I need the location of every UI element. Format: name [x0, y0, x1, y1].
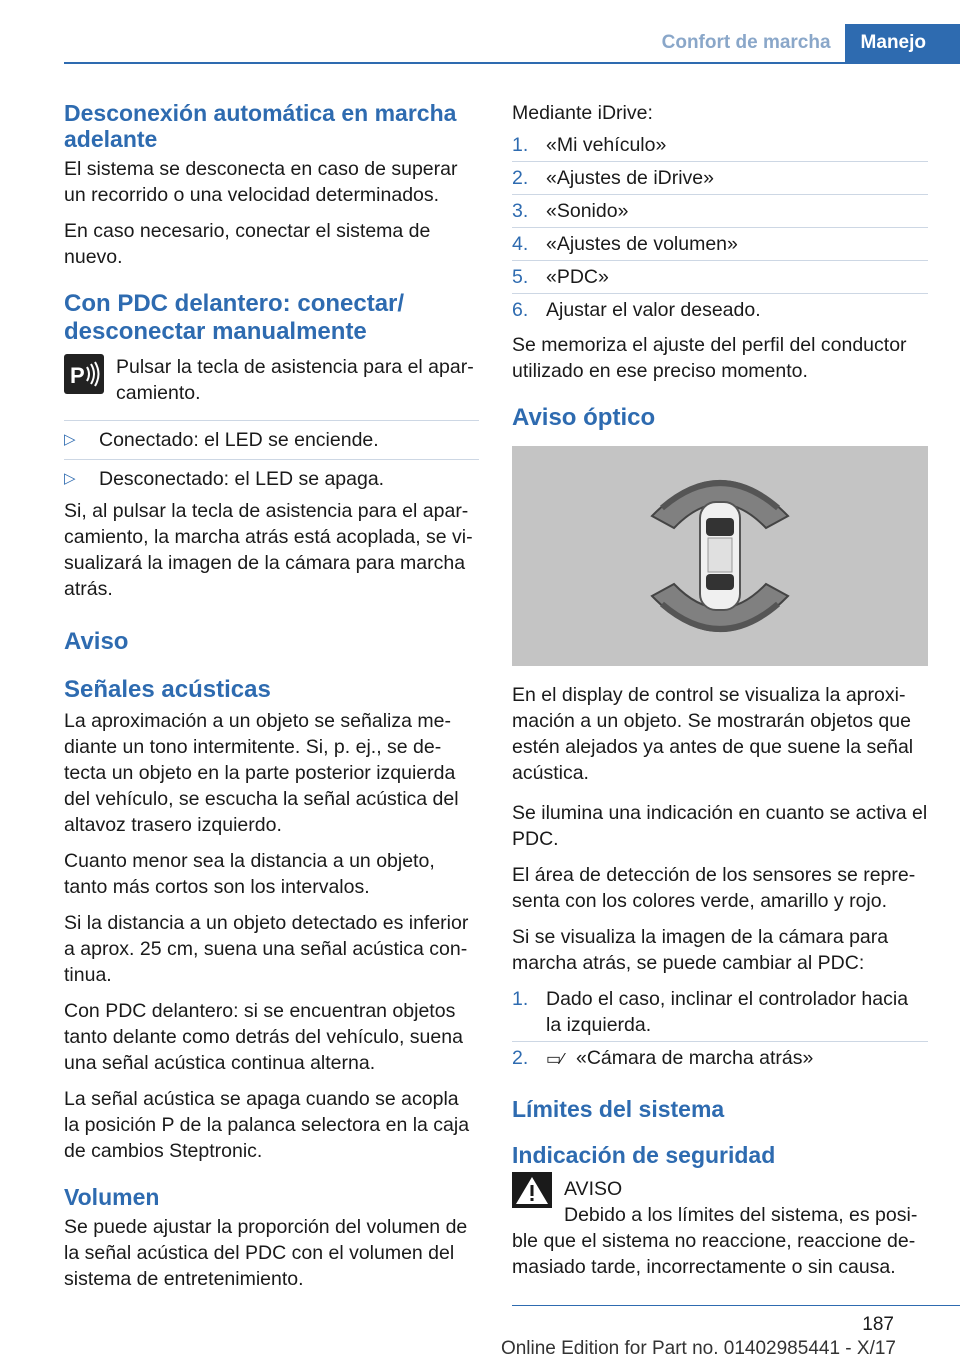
heading-volumen: Volumen — [64, 1184, 160, 1210]
paragraph: Si la distancia a un objeto detectado es inferior a aprox. 25 cm, suena una señal acústica con- tinua. — [64, 912, 469, 986]
status-list — [64, 420, 479, 492]
heading-optico: Aviso óptico — [512, 404, 656, 431]
header-rule — [64, 62, 960, 64]
heading-seguridad: Indicación de seguridad — [512, 1142, 776, 1168]
list-item: 3. «Sonido» — [512, 198, 928, 228]
right-column — [512, 100, 928, 1290]
left-column — [64, 100, 479, 1302]
key-instruction-text: Pulsar la tecla de asistencia para el apar- camiento. — [116, 356, 474, 404]
heading-aviso: Aviso — [64, 628, 129, 655]
heading-manual: Con PDC delantero: conectar/ desconectar manualmente — [64, 290, 405, 345]
edition-footer: Online Edition for Part no. 01402985441 - X/17 — [500, 1338, 896, 1359]
list-item: 6. Ajustar el valor deseado. — [512, 299, 761, 321]
paragraph: En el display de control se visualiza la aproxi- mación a un objeto. Se mostrarán objetos que estén alejados ya antes de que suene la señal acústica. — [512, 684, 914, 784]
paragraph: Si se visualiza la imagen de la cámara para marcha atrás, se puede cambiar al PDC: — [512, 926, 889, 974]
paragraph: Se memoriza el ajuste del perfil del conductor utilizado en ese preciso momento. — [512, 334, 907, 382]
paragraph: La aproximación a un objeto se señaliza me- diante un tono intermitente. Si, p. ej., se de- tecta un objeto en la parte posterior izquierda del vehículo, se escucha la señal acústica del altavoz trasero izquierdo. — [64, 710, 459, 836]
camera-steps — [512, 986, 928, 1076]
paragraph: El sistema se desconecta en caso de superar un recorrido o una velocidad determinados. — [64, 158, 458, 206]
triangle-bullet-icon: ▷ — [64, 470, 76, 487]
heading-auto-off: Desconexión automática en marcha adelante — [64, 100, 457, 152]
paragraph: Mediante iDrive: — [512, 102, 653, 124]
warning-text: Debido a los límites del sistema, es posi- ble que el sistema no reaccione, reaccione de- masiado tarde, incorrectamente o sin causa. — [512, 1204, 918, 1278]
page-number: 187 — [862, 1314, 894, 1335]
paragraph: Con PDC delantero: si se encuentran objetos tanto delante como detrás del vehículo, suena una señal acústica continua alterna. — [64, 1000, 463, 1074]
warning-title: AVISO — [564, 1178, 623, 1200]
list-item: 1. Dado el caso, inclinar el controlador hacia la izquierda. — [512, 986, 928, 1042]
heading-limites: Límites del sistema — [512, 1096, 725, 1122]
paragraph: En caso necesario, conectar el sistema de nuevo. — [64, 220, 431, 268]
header-tabs — [648, 24, 960, 62]
list-item: ▷ Desconectado: el LED se apaga. — [64, 459, 479, 492]
svg-text:P: P — [70, 363, 85, 388]
paragraph: Se ilumina una indicación en cuanto se activa el PDC. — [512, 802, 928, 850]
tab-section: Confort de marcha — [648, 24, 845, 62]
parking-assist-key-icon — [64, 354, 104, 394]
footer-rule — [512, 1305, 960, 1306]
list-item: 5. «PDC» — [512, 264, 928, 294]
list-item: 2. ▭⁄ «Cámara de marcha atrás» — [512, 1045, 928, 1076]
list-item: ▷ Conectado: el LED se enciende. — [64, 420, 479, 453]
tab-active: Manejo — [845, 24, 960, 62]
paragraph: Cuanto menor sea la distancia a un objeto, tanto más cortos son los intervalos. — [64, 850, 435, 898]
list-item: 1. «Mi vehículo» — [512, 132, 928, 162]
list-item: 4. «Ajustes de volumen» — [512, 231, 928, 261]
paragraph: Se puede ajustar la proporción del volumen de la señal acústica del PDC con el volumen del sistema de entretenimiento. — [64, 1216, 468, 1290]
paragraph: Si, al pulsar la tecla de asistencia para el apar- camiento, la marcha atrás está acoplada, se vi- sualizará la imagen de la cámara para marcha atrás. — [64, 500, 473, 600]
key-instruction — [64, 354, 479, 406]
idrive-steps — [512, 132, 928, 326]
triangle-bullet-icon: ▷ — [64, 431, 76, 448]
pdc-display-image — [512, 446, 928, 666]
paragraph: El área de detección de los sensores se repre- senta con los colores verde, amarillo y rojo. — [512, 864, 916, 912]
list-item: 2. «Ajustes de iDrive» — [512, 165, 928, 195]
heading-senales: Señales acústicas — [64, 676, 271, 703]
camera-icon: ▭⁄ — [546, 1051, 564, 1068]
warning-triangle-icon — [512, 1172, 552, 1208]
paragraph: La señal acústica se apaga cuando se acopla la posición P de la palanca selectora en la caja de cambios Steptronic. — [64, 1088, 470, 1162]
